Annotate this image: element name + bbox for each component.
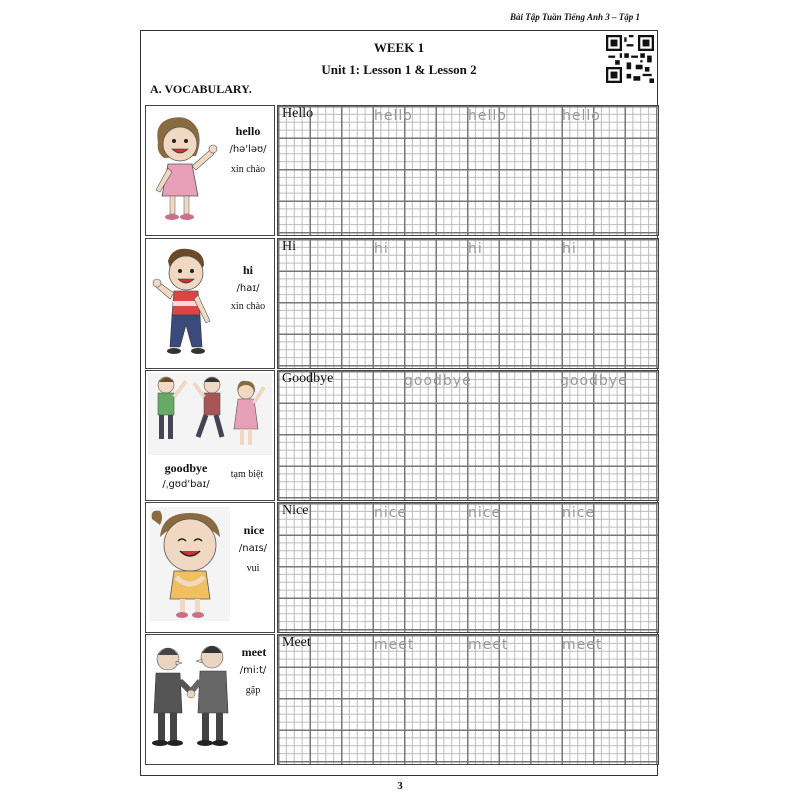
vocab-row-hi [145,238,659,369]
vocab-phonetic: /haɪ/ [236,283,260,294]
handwriting-grid[interactable] [277,502,659,633]
model-word: Meet [282,635,311,650]
trace-word: meet [374,637,415,653]
vocab-meaning: xin chào [230,301,266,312]
vocab-card [145,370,275,501]
trace-word: hi [374,241,389,257]
vocab-row-goodbye [145,370,659,501]
vocab-row-nice [145,502,659,633]
trace-word: hello [562,108,601,124]
vocab-meaning: xin chào [230,164,266,175]
vocab-card [145,502,275,633]
trace-word: hi [468,241,483,257]
vocab-card [145,105,275,236]
happy-girl-icon [150,507,230,621]
children-waving-icon [148,373,272,455]
handwriting-grid[interactable] [277,238,659,369]
trace-word: nice [468,505,502,521]
vocab-word: hello [235,124,261,138]
trace-word: meet [468,637,509,653]
vocab-card [145,238,275,369]
handwriting-grid[interactable] [277,634,659,765]
qr-code-icon [606,35,654,83]
handwriting-grid[interactable] [277,370,659,501]
vocab-row-hello [145,105,659,236]
vocab-phonetic: /mi:t/ [239,665,267,676]
running-header: Bài Tập Tuần Tiếng Anh 3 – Tập 1 [509,12,640,22]
trace-word: nice [374,505,408,521]
girl-waving-icon [150,112,222,224]
trace-word: goodbye [560,373,628,389]
section-title: A. VOCABULARY. [150,82,252,96]
trace-word: hello [374,108,413,124]
vocab-meaning: gặp [245,685,261,696]
boy-waving-icon [152,243,222,361]
men-shaking-hands-icon [148,639,234,753]
vocab-phonetic: /naɪs/ [238,543,268,554]
trace-word: nice [562,505,596,521]
vocab-meaning: tạm biệt [230,469,264,480]
vocab-word: meet [241,645,267,659]
week-title: WEEK 1 [373,40,425,55]
model-word: Goodbye [282,371,334,386]
trace-word: hello [468,108,507,124]
handwriting-grid[interactable] [277,105,659,236]
vocab-meaning: vui [246,563,260,574]
vocab-word: hi [242,263,253,277]
vocab-phonetic: /ˌgʊd'baɪ/ [162,479,210,490]
model-word: Hi [282,239,296,254]
vocab-phonetic: /hə'ləʊ/ [229,144,267,155]
trace-word: hi [562,241,577,257]
vocab-card [145,634,275,765]
model-word: Hello [282,106,314,121]
model-word: Nice [282,503,309,518]
unit-title: Unit 1: Lesson 1 & Lesson 2 [321,62,477,77]
page-number: 3 [397,780,403,792]
trace-word: meet [562,637,603,653]
vocab-row-meet [145,634,659,765]
vocab-word: goodbye [164,461,208,475]
trace-word: goodbye [404,373,472,389]
vocab-word: nice [243,523,265,537]
